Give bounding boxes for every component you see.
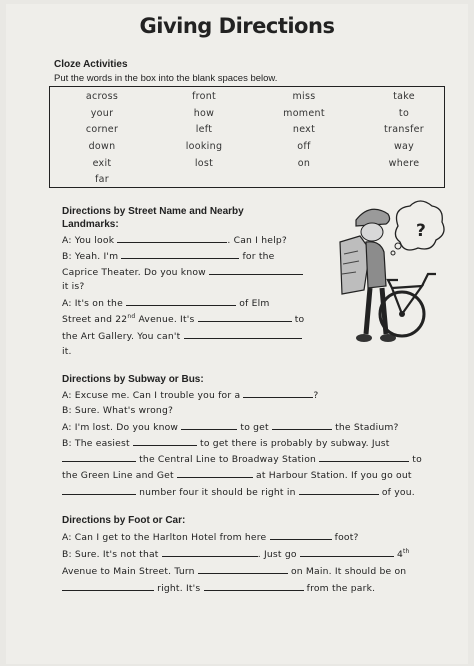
answer-blank[interactable] — [184, 330, 302, 339]
shoe — [356, 334, 372, 342]
answer-blank[interactable] — [272, 421, 332, 430]
dialogue-line: A: It's on the of Elm — [62, 298, 270, 309]
word-item: exit — [92, 158, 112, 169]
section1-heading: Directions by Street Name and Nearby — [62, 206, 244, 217]
answer-blank[interactable] — [319, 453, 409, 462]
cloze-instruction: Put the words in the box into the blank spaces below. — [54, 73, 278, 84]
answer-blank[interactable] — [270, 531, 332, 540]
answer-blank[interactable] — [162, 548, 258, 557]
word-item: lost — [194, 158, 214, 169]
word-item: next — [292, 124, 316, 135]
dialogue-line: number four it should be right in of you. — [62, 486, 415, 498]
word-item: front — [191, 91, 217, 102]
word-item: corner — [85, 124, 119, 135]
answer-blank[interactable] — [62, 486, 136, 495]
answer-blank[interactable] — [198, 565, 288, 574]
bubble-dot — [391, 251, 395, 255]
dialogue-line: the Art Gallery. You can't — [62, 330, 302, 342]
word-item: miss — [292, 91, 316, 102]
word-item: looking — [185, 141, 223, 152]
answer-blank[interactable] — [62, 582, 154, 591]
section2-heading: Directions by Subway or Bus: — [62, 374, 204, 385]
cloze-heading: Cloze Activities — [54, 59, 128, 70]
head — [361, 223, 383, 241]
dialogue-line: A: Excuse me. Can I trouble you for a ? — [62, 390, 319, 401]
answer-blank[interactable] — [62, 453, 136, 462]
bubble-dot — [395, 243, 401, 249]
dialogue-line: B: The easiest to get there is probably by subway. Just — [62, 438, 390, 449]
dialogue-line: the Central Line to Broadway Station to — [62, 453, 422, 465]
answer-blank[interactable] — [243, 389, 313, 398]
dialogue-line: the Green Line and Get at Harbour Station. If you go out — [62, 470, 412, 481]
word-item: far — [95, 174, 109, 185]
dialogue-line: Street and 22nd Avenue. It's to — [62, 313, 305, 326]
word-item: down — [88, 141, 116, 152]
word-item: your — [90, 108, 114, 119]
torso — [366, 242, 386, 288]
dialogue-line: B: Sure. It's not that . Just go 4th — [62, 548, 410, 561]
answer-blank[interactable] — [299, 486, 379, 495]
answer-blank[interactable] — [300, 548, 394, 557]
answer-blank[interactable] — [121, 250, 239, 259]
section3-heading: Directions by Foot or Car: — [62, 515, 186, 526]
word-item: moment — [283, 108, 325, 119]
dialogue-line: Avenue to Main Street. Turn on Main. It should be on — [62, 566, 407, 577]
answer-blank[interactable] — [126, 297, 236, 306]
answer-blank[interactable] — [204, 582, 304, 591]
answer-blank[interactable] — [198, 313, 292, 322]
word-item: where — [388, 158, 420, 169]
dialogue-line: right. It's from the park. — [62, 582, 375, 594]
word-item: transfer — [384, 124, 424, 135]
map — [340, 236, 370, 294]
section1-heading-cont: Landmarks: — [62, 219, 119, 230]
word-item: across — [85, 91, 119, 102]
word-item: left — [195, 124, 213, 135]
dialogue-line: A: You look . Can I help? — [62, 235, 287, 246]
question-mark: ? — [416, 221, 426, 241]
word-item: way — [393, 141, 415, 152]
answer-blank[interactable] — [209, 266, 303, 275]
word-item: take — [393, 91, 415, 102]
dialogue-line: B: Sure. What's wrong? — [62, 405, 174, 416]
answer-blank[interactable] — [181, 421, 237, 430]
word-item: how — [193, 108, 215, 119]
answer-blank[interactable] — [117, 234, 227, 243]
dialogue-line: it. — [62, 346, 72, 357]
word-item: on — [297, 158, 311, 169]
dialogue-line: A: Can I get to the Harlton Hotel from here foot? — [62, 532, 359, 543]
lost-cyclist-illustration — [330, 198, 445, 356]
page-title: Giving Directions — [139, 14, 335, 38]
answer-blank[interactable] — [177, 469, 253, 478]
word-item: to — [398, 108, 410, 119]
dialogue-line: Caprice Theater. Do you know — [62, 266, 303, 278]
dialogue-line: B: Yeah. I'm for the — [62, 251, 275, 262]
dialogue-line: A: I'm lost. Do you know to get the Stadium? — [62, 422, 399, 433]
word-item: off — [297, 141, 311, 152]
dialogue-line: it is? — [62, 281, 85, 292]
word-box — [49, 86, 445, 188]
answer-blank[interactable] — [133, 437, 197, 446]
